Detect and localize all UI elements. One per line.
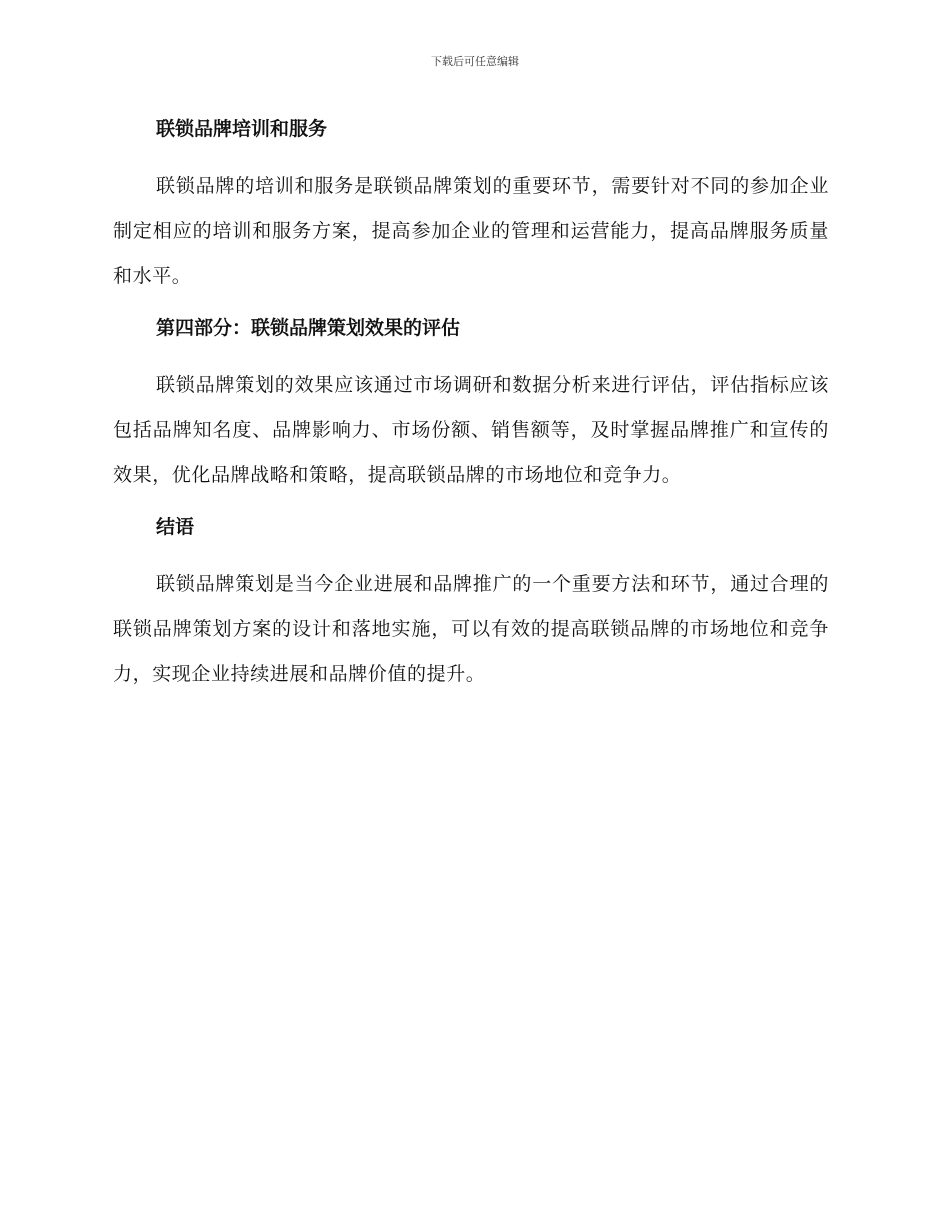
document-body <box>113 112 829 697</box>
section-paragraph-evaluation: 联锁品牌策划的效果应该通过市场调研和数据分析来进行评估，评估指标应该包括品牌知名度、品牌影响力、市场份额、销售额等，及时掌握品牌推广和宣传的效果，优化品牌战略和策略，提高联锁品牌的市场地位和竞争力。 <box>113 374 829 486</box>
section-heading-evaluation: 第四部分：联锁品牌策划效果的评估 <box>156 317 461 339</box>
page-header: 下载后可任意编辑 <box>431 55 519 68</box>
section-paragraph-conclusion: 联锁品牌策划是当今企业进展和品牌推广的一个重要方法和环节，通过合理的联锁品牌策划方案的设计和落地实施，可以有效的提高联锁品牌的市场地位和竞争力，实现企业持续进展和品牌价值的提升。 <box>113 573 829 685</box>
section-heading-training-service: 联锁品牌培训和服务 <box>156 118 328 140</box>
section-paragraph-training-service: 联锁品牌的培训和服务是联锁品牌策划的重要环节，需要针对不同的参加企业制定相应的培训和服务方案，提高参加企业的管理和运营能力，提高品牌服务质量和水平。 <box>113 175 829 287</box>
section-heading-conclusion: 结语 <box>156 516 195 538</box>
